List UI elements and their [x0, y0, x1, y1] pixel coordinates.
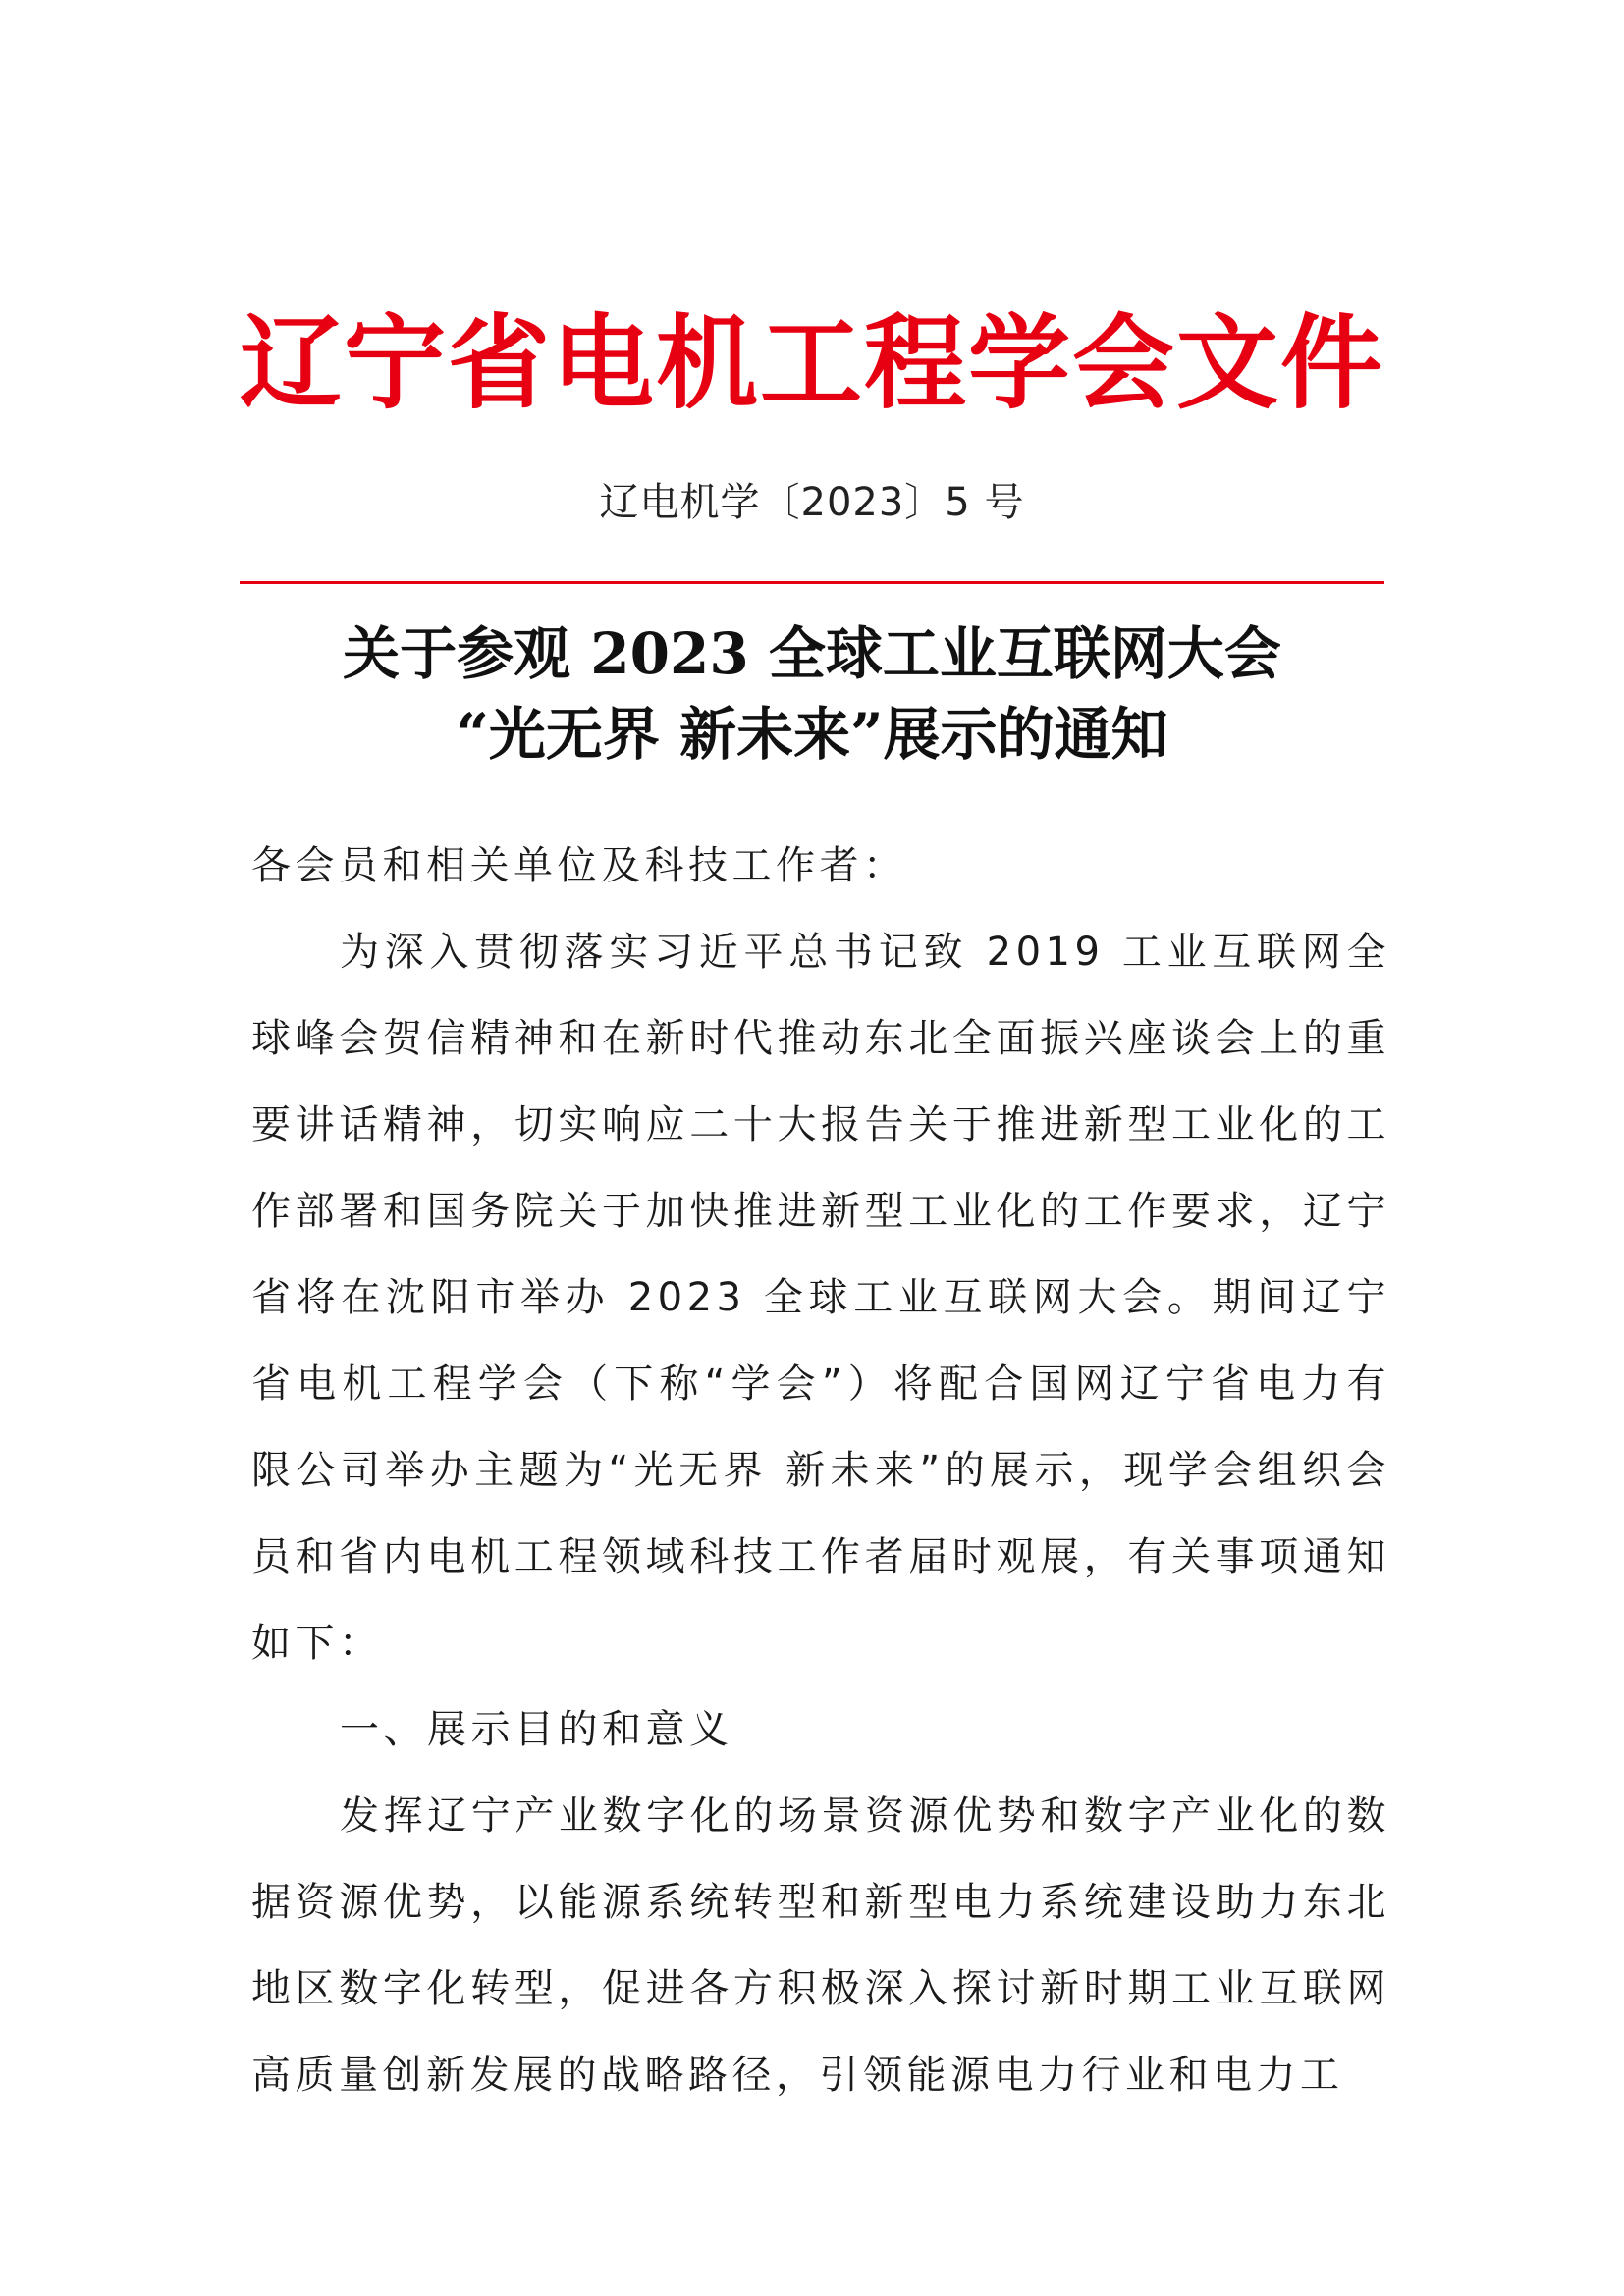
document-number: 辽电机学〔2023〕5 号: [599, 480, 1025, 525]
notice-title-line-1: 关于参观 2023 全球工业互联网大会: [343, 620, 1281, 687]
salutation: 各会员和相关单位及科技工作者：: [251, 843, 907, 888]
notice-body: [251, 823, 1390, 2118]
notice-title-line-2: “光无界 新未来”展示的通知: [456, 701, 1168, 768]
body-paragraph-2: 发挥辽宁产业数字化的场景资源优势和数字产业化的数据资源优势，以能源系统转型和新型电力系统建设助力东北地区数字化转型，促进各方积极深入探讨新时期工业互联网高质量创新发展的战略路径，引领能源电力行业和电力工: [251, 1793, 1390, 2098]
notice-title: [240, 614, 1384, 774]
red-divider-line: [240, 581, 1384, 584]
letterhead-title: 辽宁省电机工程学会文件: [240, 303, 1385, 423]
section-heading-1: 一、展示目的和意义: [340, 1707, 733, 1752]
body-paragraph-1: 为深入贯彻落实习近平总书记致 2019 工业互联网全球峰会贺信精神和在新时代推动东北全面振兴座谈会上的重要讲话精神，切实响应二十大报告关于推进新型工业化的工作部署和国务院关于加快推进新型工业化的工作要求，辽宁省将在沈阳市举办 2023 全球工业互联网大会。期间辽宁省电机工程学会（下称“学会”）将配合国网辽宁省电力有限公司举办主题为“光无界 新未来”的展示，现学会组织会员和省内电机工程领域科技工作者届时观展，有关事项通知如下：: [251, 930, 1390, 1666]
